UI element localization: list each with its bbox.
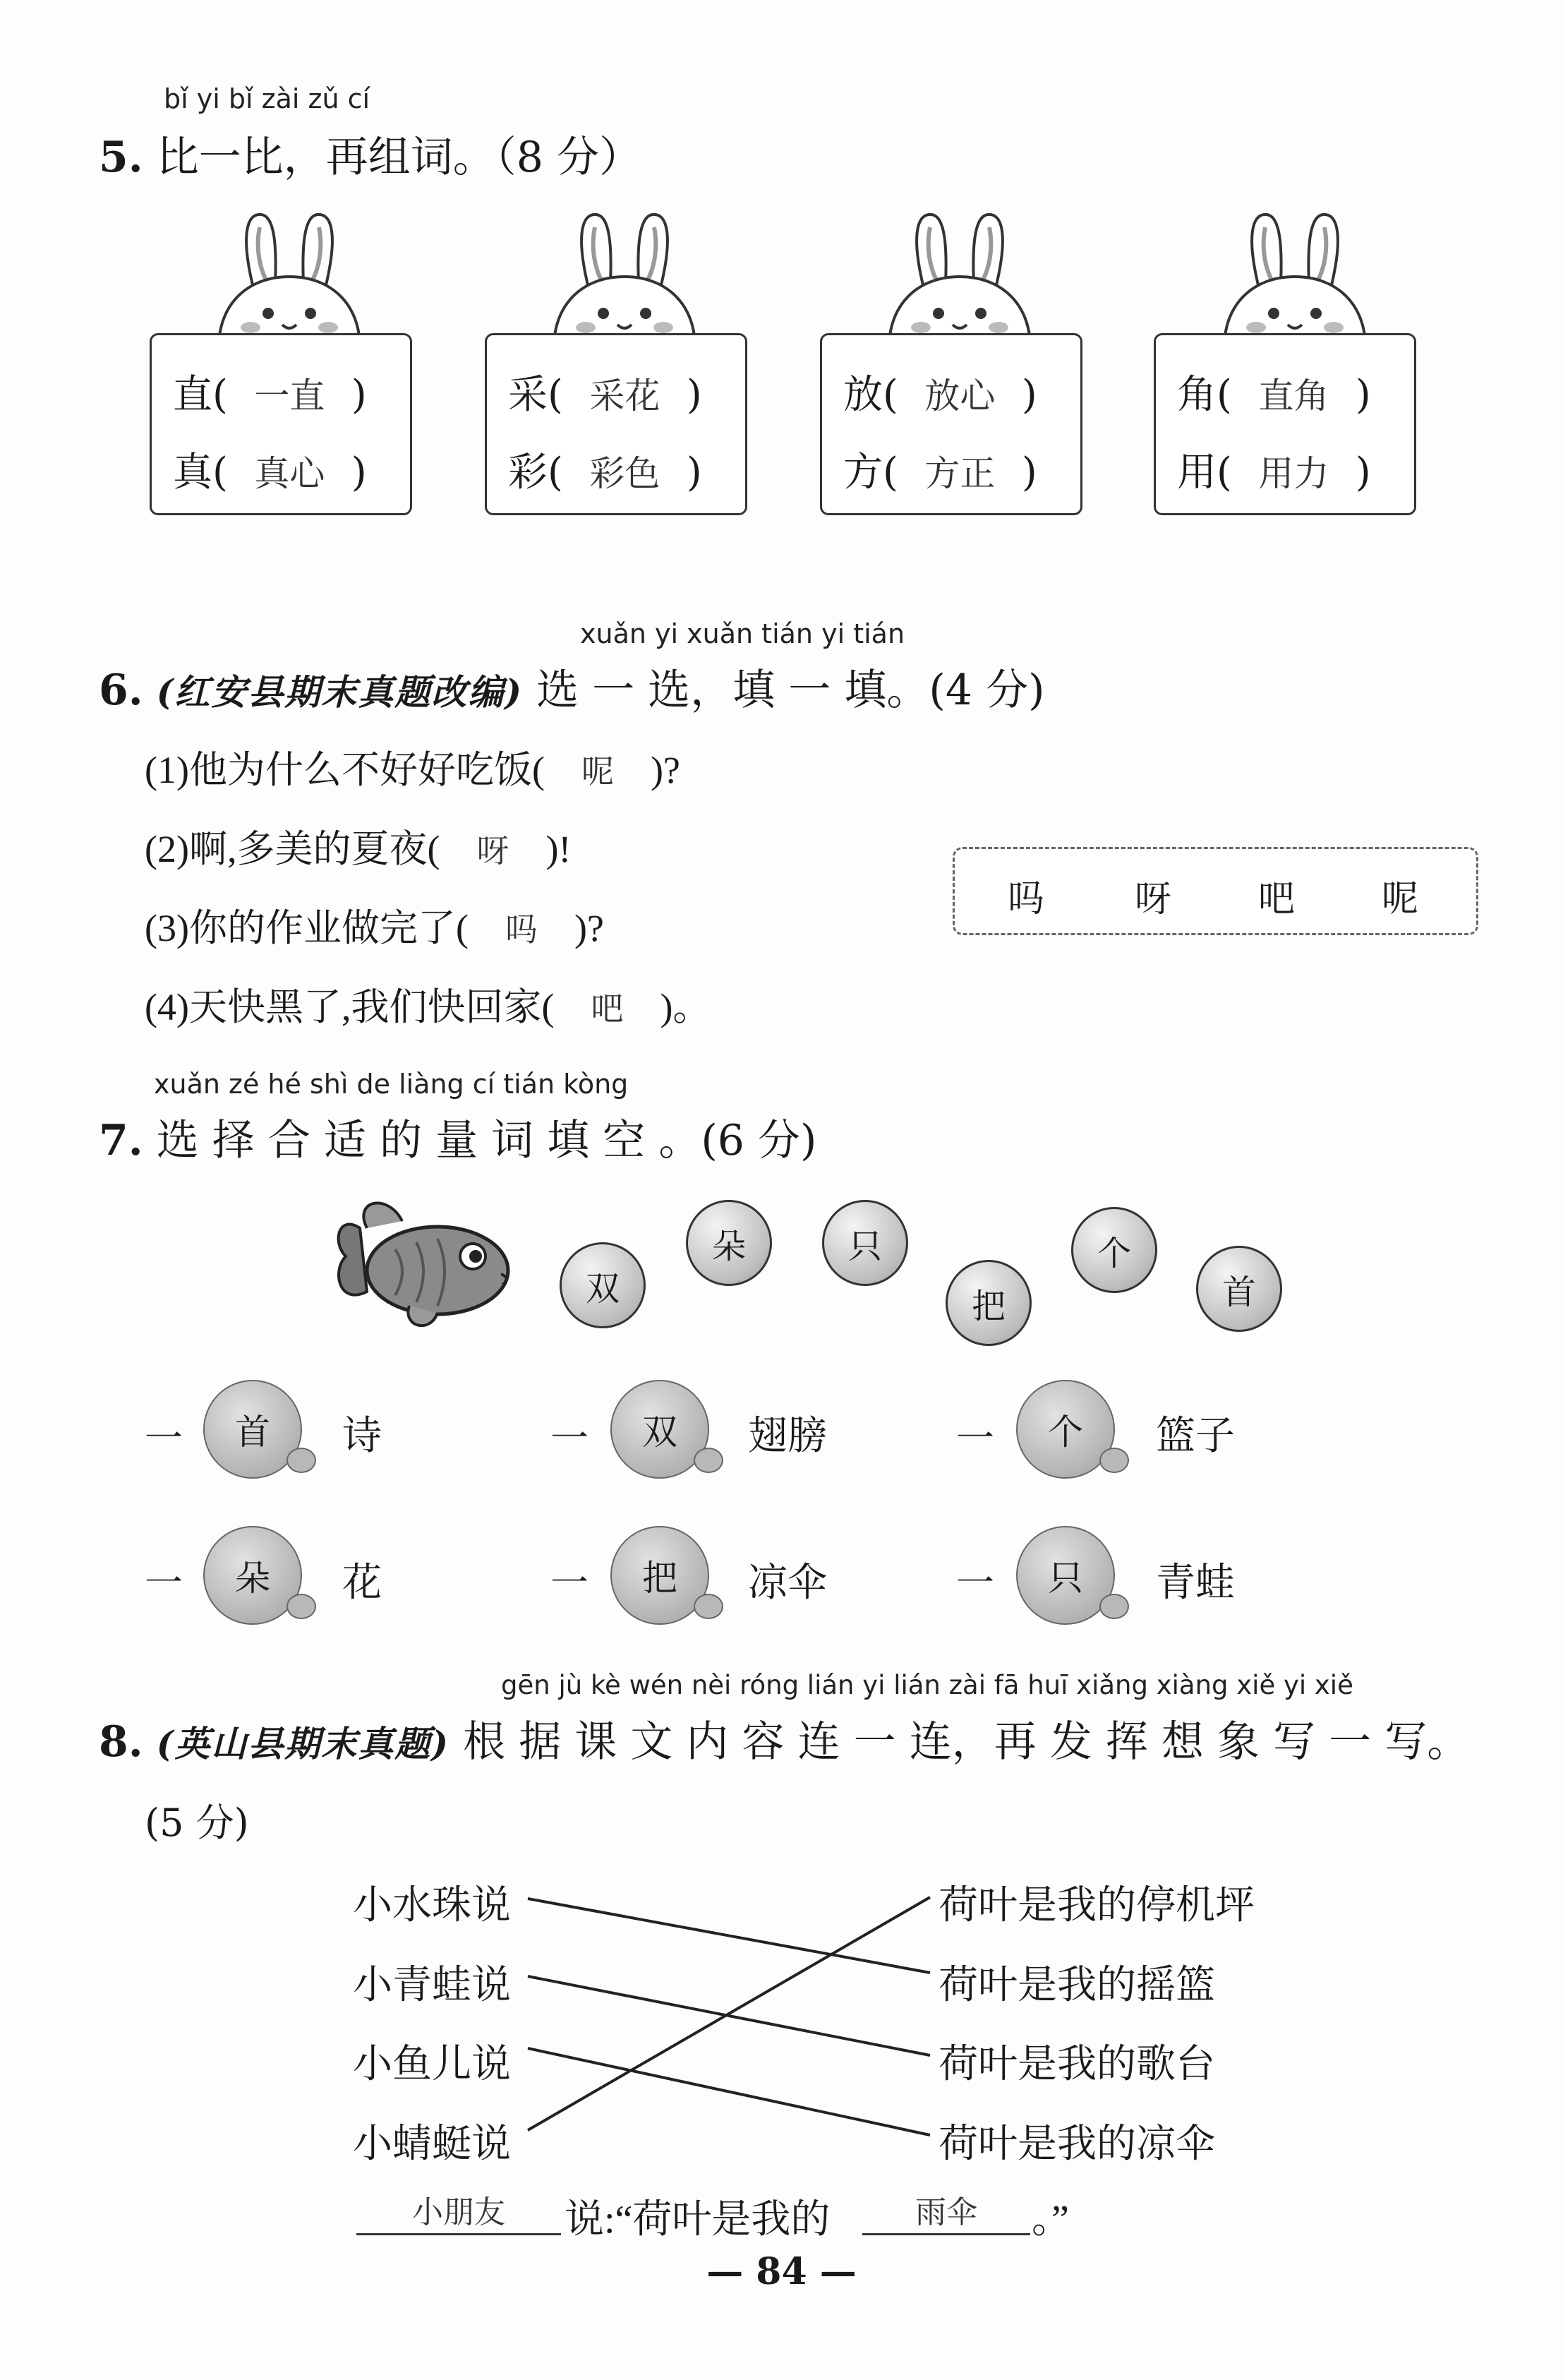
noun-text: 篮子 — [1156, 1414, 1235, 1458]
answer-text: 放心 — [924, 375, 996, 416]
word-row: 真( 真心 ) — [173, 441, 367, 498]
word-bank-item: 呢 — [1382, 878, 1419, 920]
answer-blank-1: 小朋友 — [356, 2187, 561, 2235]
q6-number: 6. — [99, 666, 143, 715]
word-box-4 — [1154, 333, 1416, 515]
noun-text: 凉伞 — [748, 1561, 827, 1605]
measure-word-bubble: 朵 — [686, 1200, 772, 1286]
right-item: 荷叶是我的歌台 — [939, 2043, 1215, 2086]
dash-char: 一 — [550, 1416, 589, 1460]
right-item: 荷叶是我的摇篮 — [939, 1964, 1215, 2007]
answer-text: 一直 — [254, 375, 325, 416]
word-box-3 — [820, 333, 1082, 515]
left-item: 小蜻蜓说 — [353, 2122, 511, 2166]
word-row: 方( 方正 ) — [843, 441, 1037, 498]
q8-score: (5 分) — [145, 1801, 249, 1845]
q6-item-1: (1)他为什么不好好吃饭( 呢 )? — [145, 740, 680, 794]
answer-blob: 首 — [203, 1380, 310, 1479]
answer-blob: 只 — [1016, 1526, 1123, 1625]
q6-pinyin: xuǎn yi xuǎn tián yi tián — [580, 618, 905, 649]
measure-word-bubble: 首 — [1196, 1246, 1282, 1332]
noun-text: 花 — [342, 1561, 382, 1605]
answer-text: 吗 — [505, 910, 538, 949]
dash-char: 一 — [145, 1561, 183, 1605]
match-line — [528, 1897, 930, 2130]
match-line — [528, 1899, 930, 1973]
q7-heading — [99, 1107, 816, 1167]
answer-text: 采花 — [589, 375, 660, 416]
word-bank-item: 吗 — [1008, 878, 1045, 920]
answer-text: 彩色 — [589, 453, 660, 494]
word-row: 用( 用力 ) — [1177, 441, 1371, 498]
q8-pinyin: gēn jù kè wén nèi róng lián yi lián zài fā huī xiǎng xiàng xiě yi xiě — [501, 1670, 1353, 1700]
word-box-2 — [485, 333, 747, 515]
q6-item-4: (4)天快黑了,我们快回家( 吧 )。 — [145, 977, 711, 1031]
q7-title: 选 择 合 适 的 量 词 填 空 。(6 分) — [156, 1116, 817, 1165]
dash-char: 一 — [956, 1561, 994, 1605]
rabbit-icon — [875, 206, 1044, 347]
answer-text: 用力 — [1258, 453, 1329, 494]
answer-text: 直角 — [1258, 375, 1329, 416]
word-row: 直( 一直 ) — [173, 363, 367, 420]
q8-title: 根 据 课 文 内 容 连 一 连，再 发 挥 想 象 写 一 写。 — [463, 1717, 1470, 1767]
measure-word-bubble: 双 — [560, 1242, 646, 1328]
left-item: 小鱼儿说 — [353, 2043, 511, 2086]
page-number: — 84 — — [706, 2250, 857, 2293]
q6-item-3: (3)你的作业做完了( 吗 )? — [145, 898, 604, 952]
rabbit-icon — [540, 206, 709, 347]
right-item: 荷叶是我的停机坪 — [939, 1884, 1255, 1928]
left-item: 小水珠说 — [353, 1884, 511, 1928]
rabbit-icon — [1210, 206, 1380, 347]
left-item: 小青蛙说 — [353, 1964, 511, 2007]
answer-text: 呀 — [476, 831, 509, 870]
q6-source: (红安县期末真题改编) — [156, 671, 524, 713]
answer-blank-2: 雨伞 — [862, 2187, 1030, 2235]
rabbit-icon — [205, 206, 374, 347]
word-bank — [953, 847, 1478, 935]
noun-text: 诗 — [342, 1414, 382, 1458]
q7-pinyin: xuǎn zé hé shì de liàng cí tián kòng — [154, 1069, 629, 1100]
measure-word-bubble: 个 — [1071, 1207, 1157, 1293]
match-line — [528, 1976, 930, 2055]
sentence-middle: 说:“荷叶是我的 — [565, 2198, 831, 2242]
answer-text: 真心 — [254, 453, 325, 494]
q5-pinyin: bǐ yi bǐ zài zǔ cí — [164, 83, 370, 114]
word-row: 彩( 彩色 ) — [508, 441, 702, 498]
answer-text: 方正 — [924, 453, 996, 494]
measure-word-bubble: 把 — [946, 1260, 1032, 1346]
q8-number: 8. — [99, 1717, 143, 1767]
word-bank-item: 呀 — [1135, 878, 1172, 920]
word-bank-item: 吧 — [1258, 878, 1296, 920]
sentence-end: 。” — [1032, 2198, 1069, 2242]
q8-heading — [99, 1708, 1469, 1769]
answer-blob: 个 — [1016, 1380, 1123, 1479]
answer-text: 吧 — [591, 990, 624, 1028]
goldfish-icon — [332, 1200, 522, 1334]
q5-heading — [99, 124, 641, 184]
right-item: 荷叶是我的凉伞 — [939, 2122, 1215, 2166]
dash-char: 一 — [956, 1416, 994, 1460]
word-row: 放( 放心 ) — [843, 363, 1037, 420]
answer-blob: 双 — [610, 1380, 718, 1479]
dash-char: 一 — [145, 1416, 183, 1460]
q6-heading — [99, 656, 1044, 717]
q5-number: 5. — [99, 133, 143, 182]
dash-char: 一 — [550, 1561, 589, 1605]
noun-text: 翅膀 — [748, 1414, 827, 1458]
word-row: 角( 直角 ) — [1177, 363, 1371, 420]
word-row: 采( 采花 ) — [508, 363, 702, 420]
q8-source: (英山县期末真题) — [156, 1723, 450, 1765]
answer-blob: 把 — [610, 1526, 718, 1625]
q6-item-2: (2)啊,多美的夏夜( 呀 )! — [145, 819, 571, 873]
answer-blob: 朵 — [203, 1526, 310, 1625]
word-box-1 — [150, 333, 412, 515]
measure-word-bubble: 只 — [822, 1200, 908, 1286]
q6-title: 选 一 选，填 一 填。(4 分) — [536, 666, 1045, 715]
noun-text: 青蛙 — [1156, 1561, 1235, 1605]
match-line — [528, 2048, 930, 2135]
q7-number: 7. — [99, 1116, 143, 1165]
answer-text: 呢 — [581, 752, 614, 791]
q5-title: 比一比，再组词。（8 分） — [156, 133, 641, 182]
